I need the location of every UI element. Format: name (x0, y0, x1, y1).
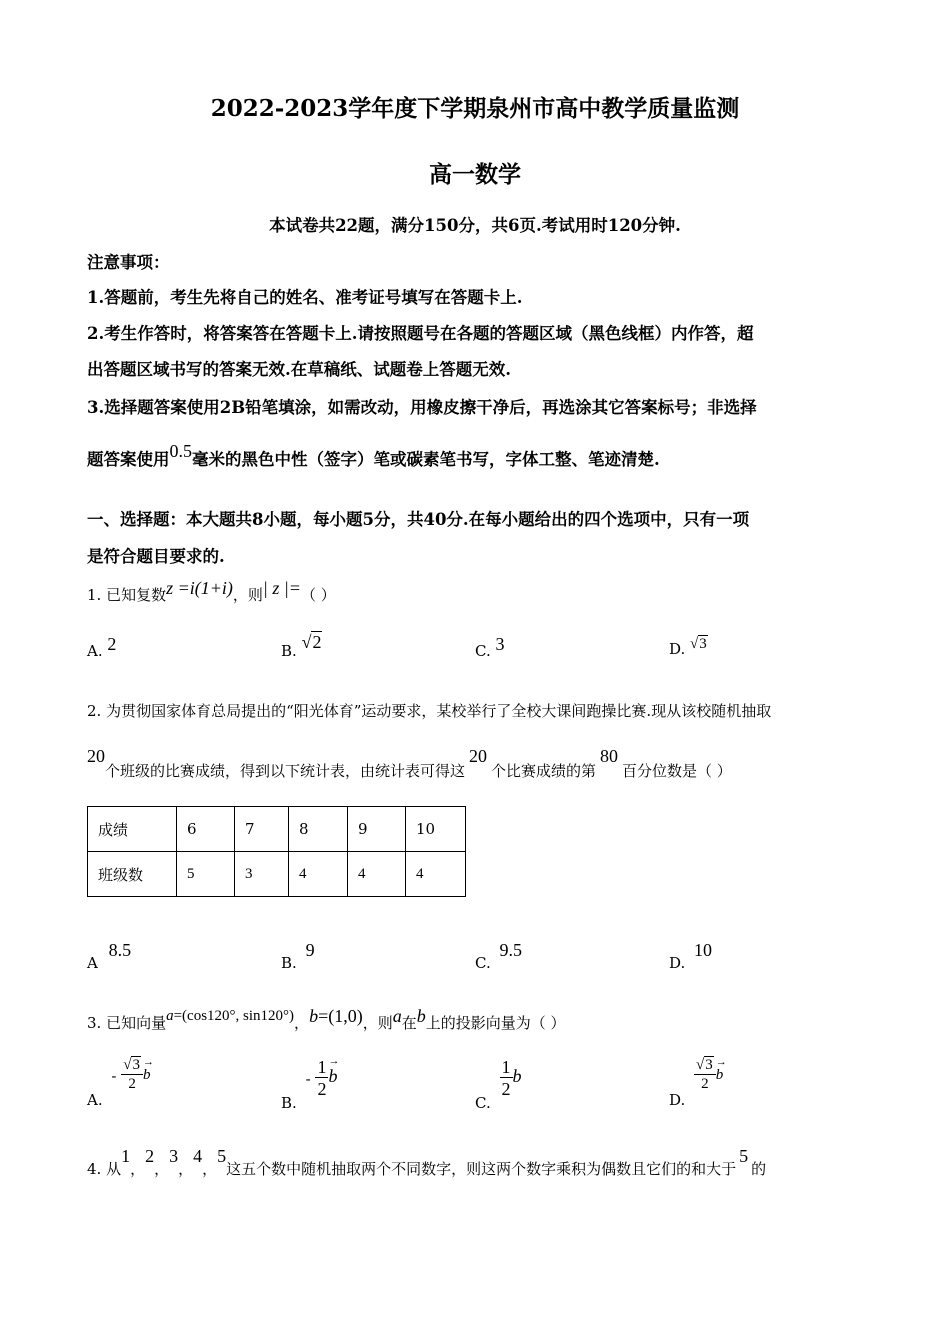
vector-b: b (512, 1066, 522, 1086)
q1-expression-2: | z |= (262, 578, 301, 598)
vector-b: → b (143, 1067, 151, 1084)
q4-c2: ， (154, 1160, 170, 1178)
q2-text-a: 个班级的比赛成绩，得到以下统计表，由统计表可得这 (105, 762, 466, 780)
question-4 (87, 1146, 767, 1179)
section-heading-line2: 是符合题目要求的. (87, 547, 225, 566)
option-fraction (500, 1058, 513, 1098)
note-item-3-line2 (87, 441, 660, 470)
q4-c1: ， (130, 1160, 146, 1178)
q3-a-name: a (166, 1008, 174, 1024)
sqrt-radicand: 3 (705, 1057, 713, 1073)
vector-b: → b (716, 1067, 724, 1084)
option-value: 9 (305, 940, 315, 960)
table-cell: 班级数 (88, 852, 177, 897)
q1-option-b[interactable] (281, 632, 322, 661)
fraction-numerator: √3 (121, 1058, 143, 1075)
q2-text-b: 个比赛成绩的第 (491, 762, 597, 780)
note-item-3-value: 0.5 (169, 441, 192, 461)
q2-option-a[interactable] (87, 940, 132, 972)
q1-prefix: 1. 已知复数 (87, 586, 167, 604)
q3-prefix: 3. 已知向量 (87, 1014, 167, 1032)
q4-c4: ， (202, 1160, 218, 1178)
option-value: 8.5 (108, 940, 132, 960)
fraction-numerator: 1 (317, 1057, 327, 1077)
option-label: D. (669, 1091, 686, 1109)
option-sign: - (305, 1070, 311, 1088)
table-row (88, 807, 466, 852)
q3-sep: ， (294, 1014, 310, 1032)
table-cell: 成绩 (88, 807, 177, 852)
option-fraction (694, 1058, 716, 1092)
q2-n3: 80 (600, 746, 619, 766)
table-cell: 4 (348, 852, 406, 897)
q3-b-expr: =(1,0) (318, 1006, 363, 1026)
q2-text-c: 百分位数是（ ） (622, 762, 732, 780)
q4-n2: 2 (145, 1146, 155, 1166)
question-1 (87, 578, 336, 605)
option-value: 9.5 (499, 940, 522, 960)
fraction-denominator: 2 (701, 1076, 709, 1092)
option-label: C. (475, 1094, 491, 1112)
page-title: 2022-2023学年度下学期泉州市高中教学质量监测 (210, 95, 740, 122)
score-table (87, 806, 466, 897)
page-subtitle: 高一数学 (429, 161, 521, 188)
fraction-denominator: 2 (128, 1076, 136, 1092)
option-value: 2 (107, 634, 117, 654)
option-label: A. (87, 642, 103, 660)
q2-option-c[interactable] (475, 940, 522, 972)
option-fraction (121, 1058, 143, 1092)
exam-info: 本试卷共22题，满分150分，共6页.考试用时120分钟. (269, 216, 681, 235)
fraction-numerator: 1 (501, 1057, 511, 1077)
question-2-line1: 2. 为贯彻国家体育总局提出的“阳光体育”运动要求，某校举行了全校大课间跑操比赛.现从该校随机抽取 (87, 702, 772, 720)
q2-n2: 20 (469, 746, 488, 766)
q3-mid2: 在 (401, 1014, 417, 1032)
q3-mid1: ，则 (362, 1014, 393, 1032)
fraction-denominator: 2 (317, 1079, 327, 1099)
option-label: C. (475, 642, 491, 660)
table-cell: 7 (235, 807, 289, 852)
q3-option-c[interactable] (475, 1057, 522, 1112)
q4-prefix: 4. 从 (87, 1160, 122, 1178)
table-cell: 3 (235, 852, 289, 897)
q3-suffix: 上的投影向量为（ ） (425, 1014, 566, 1032)
table-cell: 4 (406, 852, 466, 897)
vector-b: → b (328, 1066, 337, 1087)
q3-a-expr: =(cos120°, sin120°) (173, 1008, 295, 1024)
q1-expression: z =i(1+i) (166, 578, 233, 598)
q3-b-name: b (309, 1006, 319, 1026)
note-item-3-pre: 题答案使用 (87, 450, 170, 469)
table-cell: 6 (177, 807, 235, 852)
question-2-line2 (87, 746, 732, 781)
q4-suffix: 的 (751, 1160, 767, 1178)
q1-option-a[interactable] (87, 634, 117, 661)
option-value: 10 (694, 940, 713, 960)
notes-heading: 注意事项： (87, 253, 170, 272)
option-label: D. (669, 640, 686, 658)
q2-option-b[interactable] (281, 940, 315, 972)
q4-n1: 1 (121, 1146, 131, 1166)
q1-option-c[interactable] (475, 634, 505, 661)
note-item-2-line2: 出答题区域书写的答案无效.在草稿纸、试题卷上答题无效. (87, 360, 511, 379)
q4-text: 这五个数中随机抽取两个不同数字，则这两个数字乘积为偶数且它们的和大于 (226, 1160, 737, 1178)
sqrt-radicand: 2 (312, 632, 322, 652)
table-cell: 4 (289, 852, 348, 897)
note-item-1: 1.答题前，考生先将自己的姓名、准考证号填写在答题卡上. (87, 288, 523, 307)
option-value: √3 (690, 636, 707, 652)
option-label: D. (669, 954, 686, 972)
q1-mid: ，则 (232, 586, 263, 604)
table-row (88, 852, 466, 897)
q4-c3: ， (178, 1160, 194, 1178)
table-cell: 8 (289, 807, 348, 852)
q1-blank: （ ） (300, 586, 336, 604)
option-label: C. (475, 954, 491, 972)
option-label: A (87, 954, 98, 972)
fraction-denominator: 2 (501, 1079, 511, 1099)
q3-b2: b (416, 1006, 426, 1026)
option-fraction (315, 1058, 328, 1098)
option-value: √2 (301, 632, 322, 652)
sqrt-radicand: 3 (132, 1057, 140, 1073)
q2-n1: 20 (87, 746, 105, 766)
q3-option-a[interactable] (87, 1057, 151, 1109)
q2-option-d[interactable] (669, 940, 713, 972)
option-label: B. (281, 642, 297, 660)
table-cell: 10 (406, 807, 466, 852)
section-heading-line1: 一、选择题：本大题共8小题，每小题5分，共40分.在每小题给出的四个选项中，只有一项 (87, 510, 750, 529)
q3-a2: a (392, 1006, 402, 1026)
option-label: A. (87, 1091, 103, 1109)
q4-n3: 3 (169, 1146, 179, 1166)
table-cell: 9 (348, 807, 406, 852)
fraction-numerator: √3 (694, 1058, 716, 1075)
q3-option-d[interactable] (669, 1057, 724, 1109)
option-label: B. (281, 1094, 297, 1112)
q4-n5: 5 (217, 1146, 227, 1166)
question-3 (87, 1006, 566, 1033)
note-item-3-line1: 3.选择题答案使用2B铅笔填涂，如需改动，用橡皮擦干净后，再选涂其它答案标号；非选择 (87, 398, 757, 417)
q3-option-b[interactable] (281, 1057, 338, 1112)
table-cell: 5 (177, 852, 235, 897)
option-label: B. (281, 954, 297, 972)
q4-n6: 5 (739, 1146, 749, 1166)
sqrt-radicand: 3 (699, 636, 707, 652)
note-item-2-line1: 2.考生作答时，将答案答在答题卡上.请按照题号在各题的答题区域（黑色线框）内作答，超 (87, 324, 754, 343)
note-item-3-post: 毫米的黑色中性（签字）笔或碳素笔书写，字体工整、笔迹清楚. (192, 450, 660, 469)
option-sign: - (111, 1067, 117, 1085)
option-value: 3 (495, 634, 505, 654)
q4-n4: 4 (193, 1146, 203, 1166)
q1-option-d[interactable] (669, 636, 708, 659)
